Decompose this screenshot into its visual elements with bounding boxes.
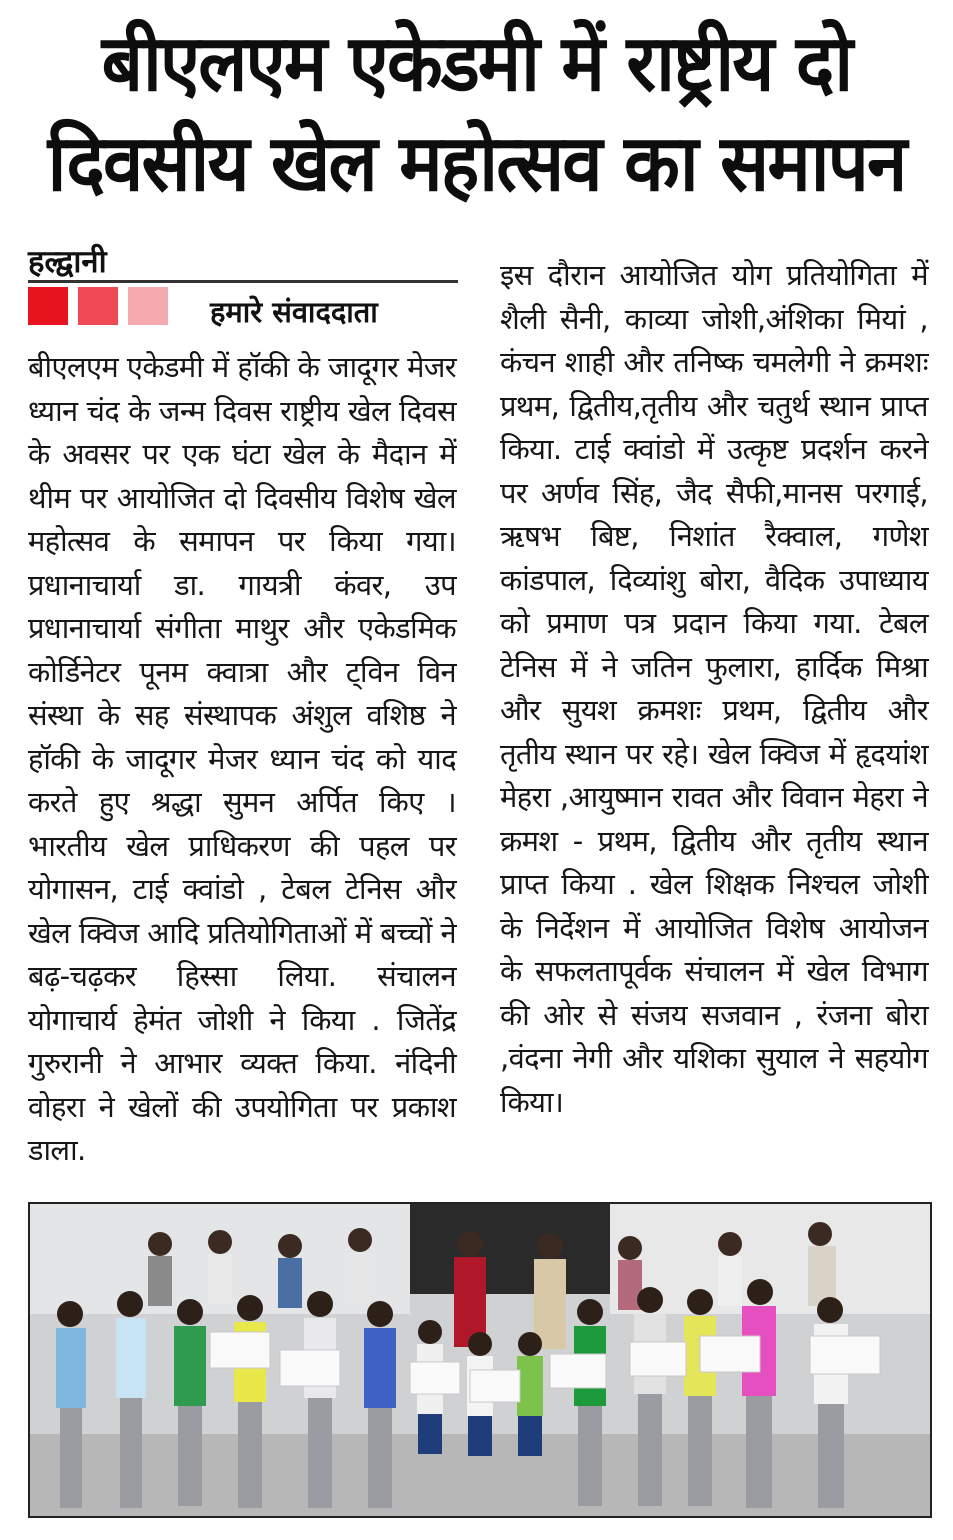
article-left-column: बीएलएम एकेडमी में हॉकी के जादूगर मेजर ध्यान चंद के जन्म दिवस राष्ट्रीय खेल दिवस के अवसर पर एक घंटा खेल के मैदान में थीम पर आयोजित दो दिवसीय विशेष खेल महोत्सव के समापन पर किया गया। प्रधानाचार्या डा. गायत्री कंवर, उप प्रधानाचार्या संगीता माथुर और एकेडमिक कोर्डिनेटर पूनम क्वात्रा और ट्विन विन संस्था के सह संस्थापक अंशुल वशिष्ठ ने हॉकी के जादूगर मेजर ध्यान चंद को याद करते हुए श्रद्धा सुमन अर्पित किए । भारतीय खेल प्राधिकरण की पहल पर योगासन, टाई क्वांडो , टेबल टेनिस और खेल क्विज आदि प्रतियोगिताओं में बच्चों ने बढ़-चढ़कर हिस्सा लिया. संचालन योगाचार्य हेमंत जोशी ने किया . जितेंद्र गुरुरानी ने आभार व्यक्त किया. नंदिनी वोहरा ने खेलों की उपयोगिता पर प्रकाश डाला. xyxy=(28,350,456,1167)
accent-blocks xyxy=(28,287,168,325)
headline xyxy=(33,14,919,214)
group-photo xyxy=(28,1202,932,1518)
accent-block-1 xyxy=(28,287,68,325)
accent-block-3 xyxy=(128,287,168,325)
headline-line-1: बीएलएम एकेडमी में राष्ट्रीय दो xyxy=(101,19,852,109)
dateline-rule xyxy=(28,280,458,283)
accent-block-2 xyxy=(78,287,118,325)
headline-line-2: दिवसीय खेल महोत्सव का समापन xyxy=(47,119,906,209)
dateline: हल्द्वानी xyxy=(28,244,107,280)
article-right-column: इस दौरान आयोजित योग प्रतियोगिता में शैली सैनी, काव्या जोशी,अंशिका मियां , कंचन शाही और तनिष्क चमलेगी ने क्रमशः प्रथम, द्वितीय,तृतीय और चतुर्थ स्थान प्राप्त किया. टाई क्वांडो में उत्कृष्ट प्रदर्शन करने पर अर्णव सिंह, जैद सैफी,मानस परगाई, ऋषभ बिष्ट, निशांत रैक्वाल, गणेश कांडपाल, दिव्यांशु बोरा, वैदिक उपाध्याय को प्रमाण पत्र प्रदान किया गया. टेबल टेनिस में ने जतिन फुलारा, हार्दिक मिश्रा और सुयश क्रमशः प्रथम, द्वितीय और तृतीय स्थान पर रहे। खेल क्विज में हृदयांश मेहरा ,आयुष्मान रावत और विवान मेहरा ने क्रमश - प्रथम, द्वितीय और तृतीय स्थान प्राप्त किया . खेल शिक्षक निश्चल जोशी के निर्देशन में आयोजित विशेष आयोजन के सफलतापूर्वक संचालन में खेल विभाग की ओर से संजय सजवान , रंजना बोरा ,वंदना नेगी और यशिका सुयाल ने सहयोग किया। xyxy=(500,258,928,1119)
group-photo-illustration xyxy=(30,1204,930,1516)
byline: हमारे संवाददाता xyxy=(210,295,378,329)
